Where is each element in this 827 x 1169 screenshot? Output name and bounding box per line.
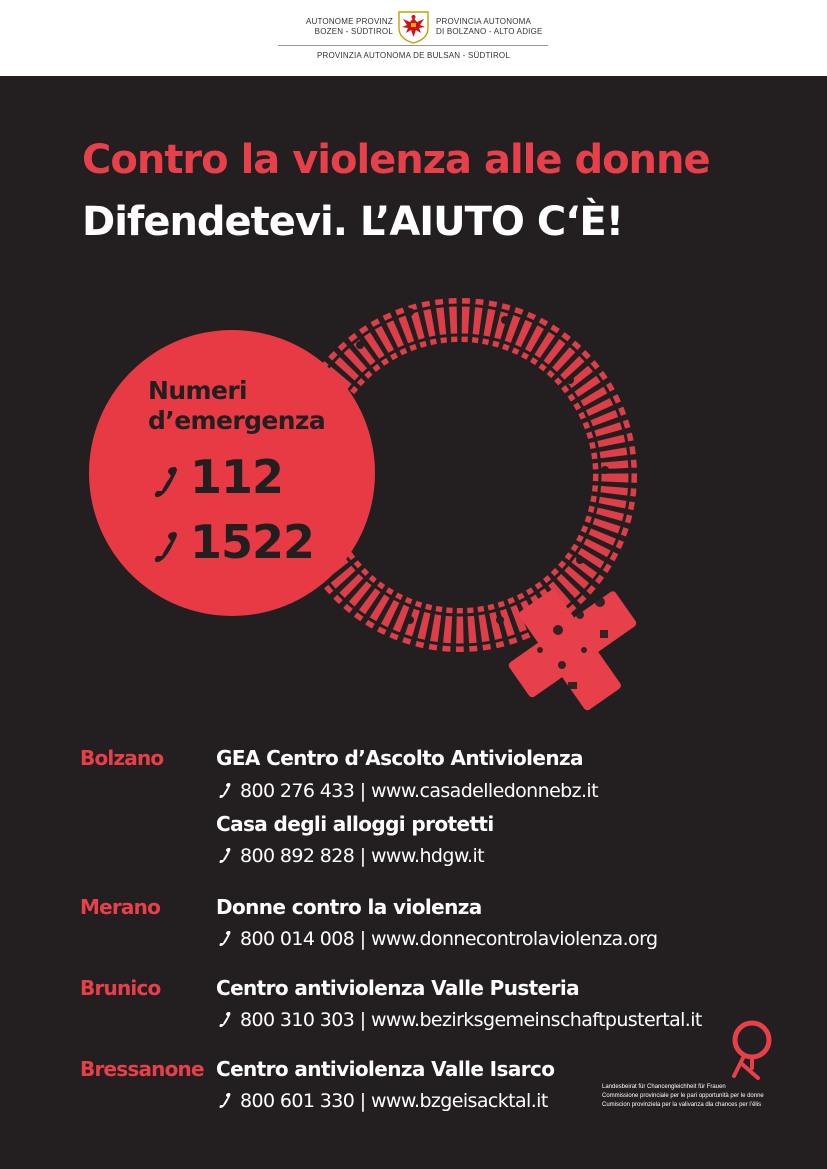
phone-icon — [216, 781, 234, 799]
emergency-number-112[interactable] — [148, 450, 283, 504]
header-italian — [436, 17, 543, 37]
org-name: Centro antiviolenza Valle Pusteria — [216, 976, 580, 1000]
commission-line3: Cumiscion provinziela per la valivanza dla chances per l’ëlis — [602, 1102, 762, 1108]
city-brunico: Brunico — [80, 976, 161, 1000]
phone-icon — [216, 929, 234, 947]
emergency-label — [148, 376, 325, 436]
contact-details: 800 014 008 | www.donnecontrolaviolenza.org — [240, 928, 658, 950]
commission-logo-icon — [722, 1018, 782, 1080]
city-bressanone: Bressanone — [80, 1057, 204, 1081]
contact-details: 800 276 433 | www.casadelledonnebz.it — [240, 780, 598, 802]
contact-details: 800 601 330 | www.bzgeisacktal.it — [240, 1090, 548, 1112]
org-contact[interactable] — [216, 1090, 548, 1112]
phone-icon — [216, 1091, 234, 1109]
header-divider — [278, 45, 548, 46]
header-ladin: PROVINZIA AUTONOMA DE BULSAN - SÜDTIROL — [316, 51, 511, 60]
contact-details: 800 892 828 | www.hdgw.it — [240, 845, 484, 867]
phone-icon — [148, 528, 184, 564]
header-left-line1: AUTONOME PROVINZ — [305, 17, 393, 26]
org-contact[interactable] — [216, 845, 484, 867]
emergency-label-line2: d’emergenza — [148, 406, 326, 435]
phone-icon — [216, 846, 234, 864]
org-contact[interactable] — [216, 1009, 702, 1031]
header-german — [306, 17, 393, 37]
org-name: Donne contro la violenza — [216, 895, 482, 919]
emergency-number-value: 112 — [190, 450, 284, 504]
phone-icon — [148, 463, 184, 499]
phone-icon — [216, 1010, 234, 1028]
emergency-label-line1: Numeri — [148, 376, 248, 405]
header-right-line2: DI BOLZANO - ALTO ADIGE — [436, 27, 543, 36]
city-merano: Merano — [80, 895, 161, 919]
emergency-number-value: 1522 — [190, 515, 315, 569]
org-contact[interactable] — [216, 928, 657, 950]
contact-details: 800 310 303 | www.bezirksgemeinschaftpustertal.it — [240, 1009, 702, 1031]
header-bar — [0, 0, 827, 76]
emergency-number-1522[interactable] — [148, 515, 314, 569]
commission-text — [602, 1083, 764, 1110]
org-name: Casa degli alloggi protetti — [216, 812, 494, 836]
headline: Contro la violenza alle donne — [82, 137, 710, 183]
province-crest-icon — [397, 10, 430, 44]
header-right-line1: PROVINCIA AUTONOMA — [436, 17, 532, 26]
city-bolzano: Bolzano — [80, 746, 164, 770]
org-name: GEA Centro d’Ascolto Antiviolenza — [216, 746, 583, 770]
commission-line2: Commissione provinciale per le pari opportunità per le donne — [602, 1093, 764, 1099]
org-contact[interactable] — [216, 780, 598, 802]
subheadline: Difendetevi. L’AIUTO C‘È! — [82, 199, 623, 245]
commission-line1: Landesbeirat für Chancengleichheit für Frauen — [602, 1084, 726, 1090]
header-left-line2: BOZEN - SÜDTIROL — [314, 27, 393, 36]
org-name: Centro antiviolenza Valle Isarco — [216, 1057, 555, 1081]
